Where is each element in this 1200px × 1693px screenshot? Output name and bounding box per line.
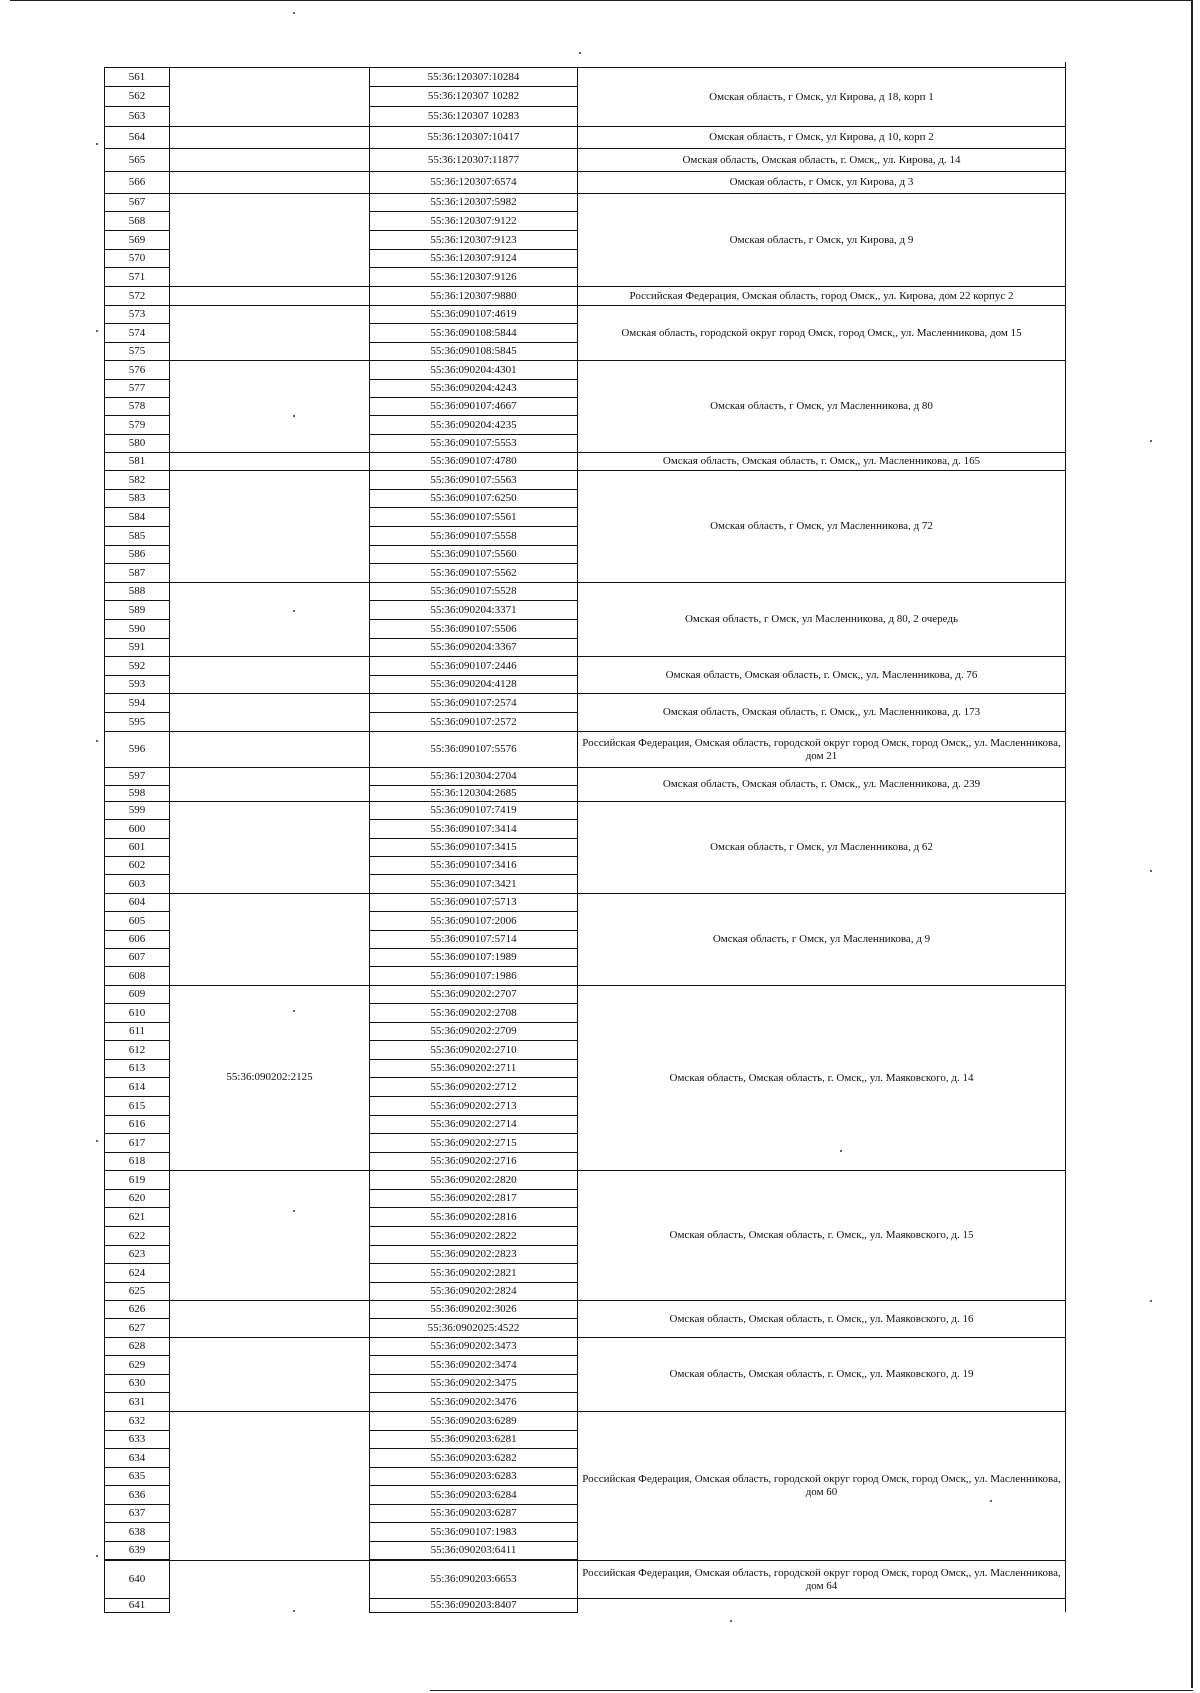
cadastral-number: 55:36:090204:3367 bbox=[369, 638, 578, 657]
cadastral-number: 55:36:090202:3475 bbox=[369, 1374, 578, 1393]
cadastral-number: 55:36:120307:9880 bbox=[369, 286, 578, 306]
row-number: 635 bbox=[104, 1467, 170, 1486]
cadastral-number: 55:36:090107:1986 bbox=[369, 966, 578, 986]
address-cell: Омская область, Омская область, г. Омск,, ул. Маяковского, д. 15 bbox=[578, 1170, 1065, 1301]
cadastral-number: 55:36:120307:9122 bbox=[369, 211, 578, 231]
cadastral-number: 55:36:090203:8407 bbox=[369, 1598, 578, 1613]
row-number: 565 bbox=[104, 148, 170, 172]
address-cell: Омская область, г Омск, ул Масленникова, д 62 bbox=[578, 801, 1065, 894]
cadastral-number: 55:36:090202:2816 bbox=[369, 1207, 578, 1227]
row-number: 625 bbox=[104, 1282, 170, 1301]
cadastral-number: 55:36:090202:2817 bbox=[369, 1189, 578, 1208]
row-number: 599 bbox=[104, 801, 170, 820]
address-cell: Омская область, Омская область, г. Омск,, ул. Кирова, д. 14 bbox=[578, 148, 1065, 172]
row-number: 588 bbox=[104, 582, 170, 601]
row-number: 586 bbox=[104, 545, 170, 564]
cadastral-number: 55:36:120307:5982 bbox=[369, 193, 578, 212]
cadastral-number: 55:36:090107:1989 bbox=[369, 948, 578, 967]
address-cell: Омская область, г Омск, ул Масленникова, д 80 bbox=[578, 360, 1065, 453]
row-number: 630 bbox=[104, 1374, 170, 1393]
cadastral-number: 55:36:090202:2713 bbox=[369, 1096, 578, 1116]
cadastral-number: 55:36:090107:4619 bbox=[369, 305, 578, 324]
row-number: 623 bbox=[104, 1245, 170, 1264]
cadastral-number: 55:36:090107:5528 bbox=[369, 582, 578, 601]
cadastral-number: 55:36:090107:1983 bbox=[369, 1522, 578, 1542]
cadastral-number: 55:36:090107:5506 bbox=[369, 619, 578, 639]
row-number: 591 bbox=[104, 638, 170, 657]
row-number: 575 bbox=[104, 342, 170, 361]
address-cell: Омская область, г Омск, ул Кирова, д 9 bbox=[578, 193, 1065, 287]
cadastral-number: 55:36:090107:5562 bbox=[369, 563, 578, 583]
cadastral-number: 55:36:120307:6574 bbox=[369, 171, 578, 194]
cadastral-number: 55:36:090203:6282 bbox=[369, 1448, 578, 1468]
group-divider bbox=[170, 126, 369, 127]
group-divider bbox=[170, 67, 369, 68]
cadastral-number: 55:36:090204:4128 bbox=[369, 675, 578, 694]
cadastral-number: 55:36:090107:5553 bbox=[369, 434, 578, 453]
address-cell: Омская область, г Омск, ул Кирова, д 3 bbox=[578, 171, 1065, 194]
cadastral-number: 55:36:120307:9126 bbox=[369, 267, 578, 287]
cadastral-number: 55:36:090202:2709 bbox=[369, 1022, 578, 1041]
cadastral-number: 55:36:090202:2824 bbox=[369, 1282, 578, 1301]
cadastral-number: 55:36:090107:4667 bbox=[369, 397, 578, 416]
cadastral-number: 55:36:090204:4243 bbox=[369, 379, 578, 398]
row-number: 639 bbox=[104, 1541, 170, 1560]
cadastral-number: 55:36:090108:5845 bbox=[369, 342, 578, 361]
cadastral-number: 55:36:090107:2574 bbox=[369, 693, 578, 713]
row-number: 606 bbox=[104, 930, 170, 949]
row-number: 564 bbox=[104, 126, 170, 149]
row-number: 611 bbox=[104, 1022, 170, 1041]
row-number: 574 bbox=[104, 323, 170, 343]
row-number: 582 bbox=[104, 470, 170, 490]
row-number: 626 bbox=[104, 1300, 170, 1319]
cadastral-number: 55:36:090204:4235 bbox=[369, 415, 578, 435]
address-cell: Омская область, Омская область, г. Омск,, ул. Масленникова, д. 173 bbox=[578, 693, 1065, 732]
row-number: 637 bbox=[104, 1504, 170, 1523]
cadastral-number: 55:36:120307:10284 bbox=[369, 67, 578, 87]
row-number: 640 bbox=[104, 1560, 170, 1599]
row-number: 633 bbox=[104, 1430, 170, 1449]
scan-speck bbox=[293, 1610, 295, 1612]
cadastral-number: 55:36:090202:2714 bbox=[369, 1115, 578, 1134]
cadastral-number: 55:36:090107:2446 bbox=[369, 656, 578, 676]
cadastral-number: 55:36:090203:6284 bbox=[369, 1485, 578, 1505]
cadastral-number: 55:36:090202:2711 bbox=[369, 1059, 578, 1078]
row-number: 615 bbox=[104, 1096, 170, 1116]
row-number: 583 bbox=[104, 489, 170, 508]
row-number: 622 bbox=[104, 1226, 170, 1246]
address-cell: Омская область, Омская область, г. Омск,, ул. Маяковского, д. 14 bbox=[578, 985, 1065, 1171]
address-cell: Омская область, г Омск, ул Кирова, д 18, корп 1 bbox=[578, 67, 1065, 127]
cadastral-number: 55:36:090203:6289 bbox=[369, 1411, 578, 1431]
address-cell: Российская Федерация, Омская область, городской округ город Омск, город Омск,, ул. Масленникова, дом 64 bbox=[578, 1560, 1065, 1599]
cadastral-number: 55:36:090202:2822 bbox=[369, 1226, 578, 1246]
row-number: 610 bbox=[104, 1003, 170, 1023]
row-number: 613 bbox=[104, 1059, 170, 1078]
cadastral-number: 55:36:090202:2716 bbox=[369, 1152, 578, 1171]
row-number: 620 bbox=[104, 1189, 170, 1208]
scan-speck bbox=[293, 1010, 295, 1012]
cadastral-number: 55:36:090108:5844 bbox=[369, 323, 578, 343]
address-right-border bbox=[1065, 62, 1066, 1612]
row-number: 584 bbox=[104, 507, 170, 527]
group-divider bbox=[170, 582, 369, 583]
cadastral-number: 55:36:090107:3421 bbox=[369, 874, 578, 894]
cadastral-number: 55:36:090202:2707 bbox=[369, 985, 578, 1004]
cadastral-number: 55:36:090202:2708 bbox=[369, 1003, 578, 1023]
address-cell: Омская область, г Омск, ул Масленникова, д 9 bbox=[578, 893, 1065, 986]
row-number: 590 bbox=[104, 619, 170, 639]
scan-speck bbox=[96, 143, 98, 145]
address-cell: Омская область, г Омск, ул Кирова, д 10, корп 2 bbox=[578, 126, 1065, 149]
cadastral-number: 55:36:090107:4780 bbox=[369, 452, 578, 471]
address-cell: Омская область, городской округ город Омск, город Омск,, ул. Масленникова, дом 15 bbox=[578, 305, 1065, 361]
row-number: 612 bbox=[104, 1040, 170, 1060]
scan-speck bbox=[96, 330, 98, 332]
cadastral-number: 55:36:090107:5558 bbox=[369, 526, 578, 546]
cadastral-number: 55:36:090107:2006 bbox=[369, 911, 578, 931]
row-number: 562 bbox=[104, 86, 170, 107]
cadastral-number: 55:36:090204:3371 bbox=[369, 600, 578, 620]
row-number: 563 bbox=[104, 106, 170, 127]
cadastral-number: 55:36:090203:6281 bbox=[369, 1430, 578, 1449]
scan-speck bbox=[840, 1150, 842, 1152]
row-number: 628 bbox=[104, 1337, 170, 1356]
row-number: 609 bbox=[104, 985, 170, 1004]
cadastral-number: 55:36:090107:5560 bbox=[369, 545, 578, 564]
scan-speck bbox=[293, 12, 295, 14]
address-cell: Омская область, Омская область, г. Омск,, ул. Маяковского, д. 16 bbox=[578, 1300, 1065, 1338]
cadastral-number: 55:36:090107:6250 bbox=[369, 489, 578, 508]
cadastral-number: 55:36:090107:5563 bbox=[369, 470, 578, 490]
row-number: 607 bbox=[104, 948, 170, 967]
group-divider bbox=[170, 893, 369, 894]
cadastral-number: 55:36:090204:4301 bbox=[369, 360, 578, 380]
cadastral-number: 55:36:090202:2715 bbox=[369, 1133, 578, 1153]
group-divider bbox=[170, 193, 369, 194]
row-number: 594 bbox=[104, 693, 170, 713]
cadastral-number: 55:36:120307:10417 bbox=[369, 126, 578, 149]
group-divider bbox=[170, 1560, 369, 1561]
row-number: 619 bbox=[104, 1170, 170, 1190]
row-number: 617 bbox=[104, 1133, 170, 1153]
row-number: 596 bbox=[104, 731, 170, 768]
cadastral-number: 55:36:090203:6653 bbox=[369, 1560, 578, 1599]
row-number: 595 bbox=[104, 712, 170, 732]
row-number: 621 bbox=[104, 1207, 170, 1227]
row-number: 604 bbox=[104, 893, 170, 912]
row-number: 634 bbox=[104, 1448, 170, 1468]
cadastral-number: 55:36:090202:3026 bbox=[369, 1300, 578, 1319]
row-number: 570 bbox=[104, 249, 170, 268]
row-number: 592 bbox=[104, 656, 170, 676]
scan-speck bbox=[293, 610, 295, 612]
row-number: 601 bbox=[104, 838, 170, 857]
group-divider bbox=[170, 148, 369, 149]
address-cell: Омская область, Омская область, г. Омск,, ул. Масленникова, д. 76 bbox=[578, 656, 1065, 694]
cadastral-number: 55:36:090202:3476 bbox=[369, 1392, 578, 1412]
scan-speck bbox=[1150, 870, 1152, 872]
cadastral-number: 55:36:120307:11877 bbox=[369, 148, 578, 172]
row-number: 578 bbox=[104, 397, 170, 416]
address-cell: Омская область, Омская область, г. Омск,, ул. Масленникова, д. 239 bbox=[578, 767, 1065, 802]
row-number: 572 bbox=[104, 286, 170, 306]
row-number: 600 bbox=[104, 819, 170, 839]
cadastral-number: 55:36:090107:3414 bbox=[369, 819, 578, 839]
group-divider bbox=[170, 452, 369, 453]
address-cell: Российская Федерация, Омская область, город Омск,, ул. Кирова, дом 22 корпус 2 bbox=[578, 286, 1065, 306]
cadastral-number: 55:36:120307 10283 bbox=[369, 106, 578, 127]
group-divider bbox=[170, 470, 369, 471]
scan-speck bbox=[293, 1210, 295, 1212]
row-number: 636 bbox=[104, 1485, 170, 1505]
group-divider bbox=[170, 286, 369, 287]
address-cell: Российская Федерация, Омская область, городской округ город Омск, город Омск,, ул. Масленникова, дом 60 bbox=[578, 1411, 1065, 1561]
cadastral-number: 55:36:090107:5714 bbox=[369, 930, 578, 949]
cadastral-number: 55:36:120307:9123 bbox=[369, 230, 578, 250]
group-divider bbox=[170, 1300, 369, 1301]
row-number: 567 bbox=[104, 193, 170, 212]
group-divider bbox=[170, 1337, 369, 1338]
cadastral-number: 55:36:090202:2820 bbox=[369, 1170, 578, 1190]
row-number: 580 bbox=[104, 434, 170, 453]
cadastral-number: 55:36:090202:2712 bbox=[369, 1077, 578, 1097]
cadastral-number: 55:36:090107:5713 bbox=[369, 893, 578, 912]
cadastral-number: 55:36:090107:2572 bbox=[369, 712, 578, 732]
address-cell: Российская Федерация, Омская область, городской округ город Омск, город Омск,, ул. Масленникова, дом 21 bbox=[578, 731, 1065, 768]
row-number: 566 bbox=[104, 171, 170, 194]
scan-speck bbox=[96, 740, 98, 742]
row-number: 605 bbox=[104, 911, 170, 931]
row-number: 632 bbox=[104, 1411, 170, 1431]
scan-speck bbox=[990, 1500, 992, 1502]
row-number: 561 bbox=[104, 67, 170, 87]
scan-speck bbox=[1150, 1300, 1152, 1302]
cadastral-number: 55:36:090107:3416 bbox=[369, 856, 578, 875]
cadastral-number: 55:36:090203:6283 bbox=[369, 1467, 578, 1486]
scan-speck bbox=[293, 415, 295, 417]
scan-speck bbox=[730, 1620, 732, 1622]
row-number: 603 bbox=[104, 874, 170, 894]
scan-speck bbox=[579, 52, 581, 54]
row-number: 618 bbox=[104, 1152, 170, 1171]
group-divider bbox=[170, 656, 369, 657]
row-number: 598 bbox=[104, 785, 170, 802]
row-number: 577 bbox=[104, 379, 170, 398]
row-number: 576 bbox=[104, 360, 170, 380]
row-number: 616 bbox=[104, 1115, 170, 1134]
row-number: 587 bbox=[104, 563, 170, 583]
cadastral-number: 55:36:090202:2710 bbox=[369, 1040, 578, 1060]
row-number: 627 bbox=[104, 1318, 170, 1338]
group-divider bbox=[170, 1411, 369, 1412]
cadastral-number: 55:36:120307:9124 bbox=[369, 249, 578, 268]
group-divider bbox=[170, 360, 369, 361]
row-number: 608 bbox=[104, 966, 170, 986]
cadastral-number: 55:36:090202:3474 bbox=[369, 1355, 578, 1375]
row-number: 585 bbox=[104, 526, 170, 546]
row-number: 579 bbox=[104, 415, 170, 435]
group-divider bbox=[170, 305, 369, 306]
group-divider bbox=[170, 171, 369, 172]
cadastral-number: 55:36:090107:5561 bbox=[369, 507, 578, 527]
row-number: 624 bbox=[104, 1263, 170, 1283]
group-divider bbox=[170, 801, 369, 802]
parent-cadastral-number: 55:36:090202:2125 bbox=[226, 1071, 313, 1083]
scan-speck bbox=[96, 1555, 98, 1557]
cadastral-number: 55:36:090202:3473 bbox=[369, 1337, 578, 1356]
cadastral-number: 55:36:090107:5576 bbox=[369, 731, 578, 768]
row-number: 569 bbox=[104, 230, 170, 250]
cadastral-number: 55:36:120304:2704 bbox=[369, 767, 578, 786]
cadastral-number: 55:36:090203:6411 bbox=[369, 1541, 578, 1560]
row-number: 571 bbox=[104, 267, 170, 287]
row-number: 631 bbox=[104, 1392, 170, 1412]
cadastral-number: 55:36:090202:2823 bbox=[369, 1245, 578, 1264]
cadastral-number: 55:36:090203:6287 bbox=[369, 1504, 578, 1523]
scan-speck bbox=[1150, 440, 1152, 442]
group-divider bbox=[170, 767, 369, 768]
row-number: 573 bbox=[104, 305, 170, 324]
group-divider bbox=[170, 693, 369, 694]
address-cell: Омская область, Омская область, г. Омск,, ул. Масленникова, д. 165 bbox=[578, 452, 1065, 471]
row-number: 568 bbox=[104, 211, 170, 231]
row-number: 638 bbox=[104, 1522, 170, 1542]
row-number: 641 bbox=[104, 1598, 170, 1613]
address-cell: Омская область, г Омск, ул Масленникова, д 80, 2 очередь bbox=[578, 582, 1065, 657]
cadastral-number: 55:36:090107:7419 bbox=[369, 801, 578, 820]
row-number: 602 bbox=[104, 856, 170, 875]
scan-speck bbox=[96, 1140, 98, 1142]
row-number: 629 bbox=[104, 1355, 170, 1375]
row-number: 593 bbox=[104, 675, 170, 694]
cadastral-number: 55:36:0902025:4522 bbox=[369, 1318, 578, 1338]
row-number: 614 bbox=[104, 1077, 170, 1097]
row-number: 589 bbox=[104, 600, 170, 620]
row-number: 597 bbox=[104, 767, 170, 786]
row-number: 581 bbox=[104, 452, 170, 471]
address-cell: Омская область, г Омск, ул Масленникова, д 72 bbox=[578, 470, 1065, 583]
group-divider bbox=[170, 1170, 369, 1171]
cadastral-number: 55:36:090202:2821 bbox=[369, 1263, 578, 1283]
cadastral-number: 55:36:120307 10282 bbox=[369, 86, 578, 107]
group-divider bbox=[170, 731, 369, 732]
cadastral-number: 55:36:090107:3415 bbox=[369, 838, 578, 857]
address-cell: Омская область, Омская область, г. Омск,, ул. Маяковского, д. 19 bbox=[578, 1337, 1065, 1412]
cadastral-number: 55:36:120304:2685 bbox=[369, 785, 578, 802]
